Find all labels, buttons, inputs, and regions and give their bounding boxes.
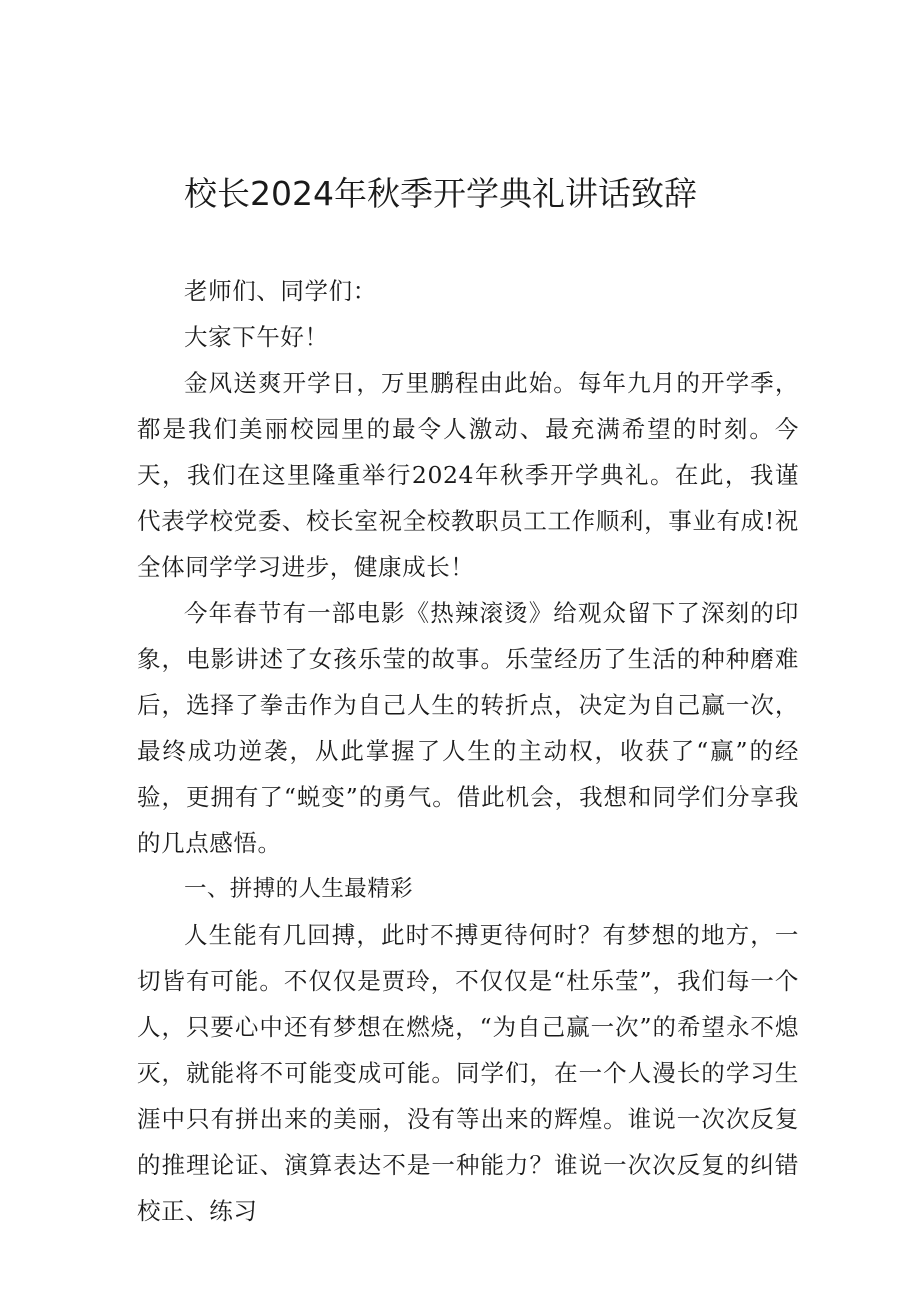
greeting: 大家下午好！ [184,323,329,351]
paragraph-section-one: 人生能有几回搏，此时不搏更待何时？有梦想的地方，一切皆有可能。不仅仅是贾玲，不仅仅是“杜乐莹”，我们每一个人，只要心中还有梦想在燃烧，“为自己赢一次”的希望永不熄灭，就能将不可能变成可能。同学们，在一个人漫长的学习生涯中只有拼出来的美丽，没有等出来的辉煌。谁说一次次反复的推理论证、演算表达不是一种能力？谁说一次次反复的纠错校正、练习 [137,921,799,1225]
paragraph-opening: 金风送爽开学日，万里鹏程由此始。每年九月的开学季，都是我们美丽校园里的最令人激动、最充满希望的时刻。今天，我们在这里隆重举行2024年秋季开学典礼。在此，我谨代表学校党委、校长室祝全校教职员工工作顺利，事业有成!祝全体同学学习进步，健康成长！ [137,369,799,581]
salutation: 老师们、同学们： [184,277,377,305]
document-body [137,268,799,1234]
section-heading: 一、拼搏的人生最精彩 [184,876,414,902]
paragraph-movie: 今年春节有一部电影《热辣滚烫》给观众留下了深刻的印象，电影讲述了女孩乐莹的故事。乐莹经历了生活的种种磨难后，选择了拳击作为自己人生的转折点，决定为自己赢一次，最终成功逆袭，从此掌握了人生的主动权，收获了“赢”的经验，更拥有了“蜕变”的勇气。借此机会，我想和同学们分享我的几点感悟。 [137,599,799,857]
document-title: 校长2024年秋季开学典礼讲话致辞 [184,174,697,213]
